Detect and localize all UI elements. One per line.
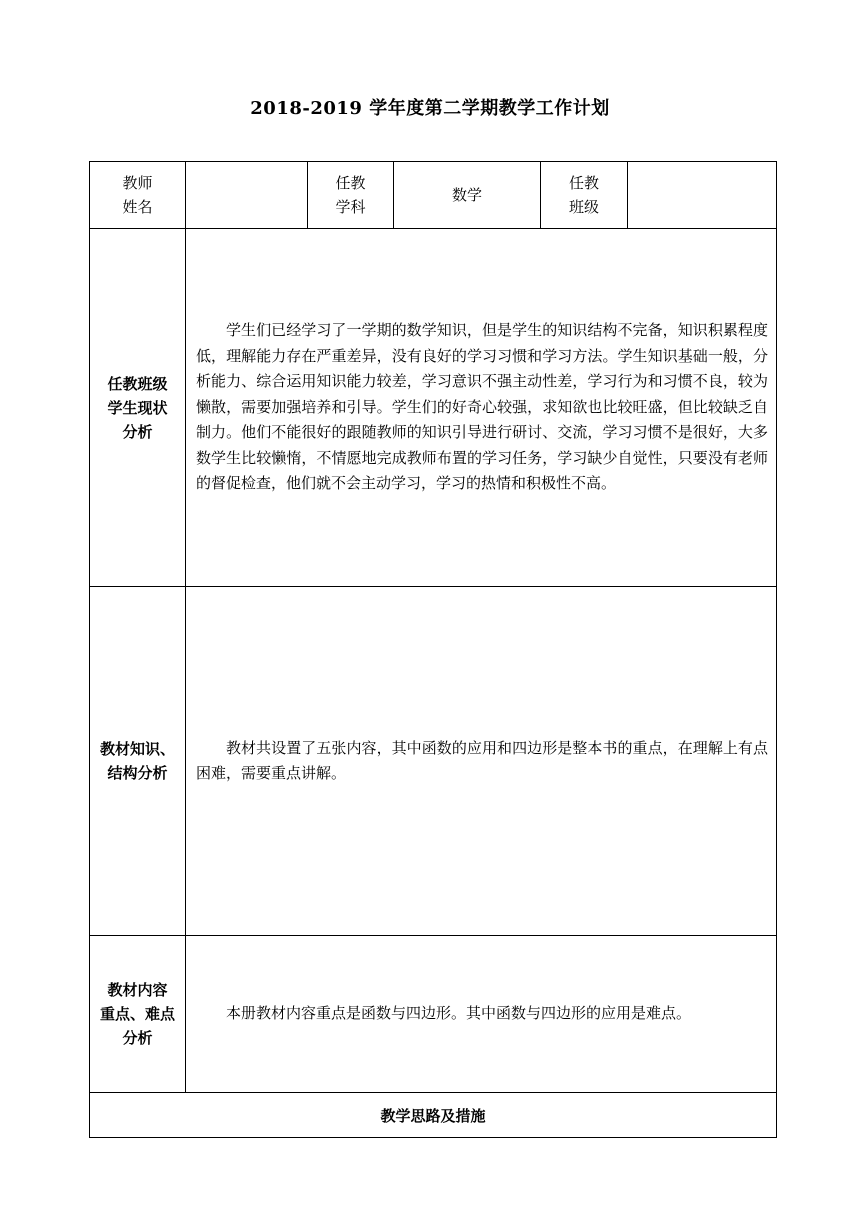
work-plan-table: [89, 161, 777, 1138]
textbook-structure-row: [90, 587, 777, 936]
student-analysis-row: [90, 229, 777, 587]
key-points-label: 教材内容 重点、难点 分析: [90, 936, 186, 1093]
subject-value: 数学: [394, 162, 541, 229]
teacher-name-value: [186, 162, 308, 229]
page-title: 2018-2019 学年度第二学期教学工作计划: [250, 98, 610, 119]
textbook-structure-label: 教材知识、 结构分析: [90, 587, 186, 936]
teaching-measures-heading: 教学思路及措施: [90, 1093, 777, 1138]
textbook-structure-content: 教材共设置了五张内容，其中函数的应用和四边形是整本书的重点，在理解上有点困难，需要重点讲解。: [186, 587, 777, 936]
class-value: [628, 162, 777, 229]
student-analysis-label: 任教班级 学生现状 分析: [90, 229, 186, 587]
teaching-measures-row: [90, 1093, 777, 1138]
key-points-row: [90, 936, 777, 1093]
key-points-content: 本册教材内容重点是函数与四边形。其中函数与四边形的应用是难点。: [186, 936, 777, 1093]
header-row: [90, 162, 777, 229]
teacher-name-label: 教师 姓名: [90, 162, 186, 229]
class-label: 任教 班级: [541, 162, 628, 229]
subject-label: 任教 学科: [308, 162, 394, 229]
student-analysis-content: 学生们已经学习了一学期的数学知识，但是学生的知识结构不完备，知识积累程度低，理解能力存在严重差异，没有良好的学习习惯和学习方法。学生知识基础一般，分析能力、综合运用知识能力较差，学习意识不强主动性差，学习行为和习惯不良，较为懒散，需要加强培养和引导。学生们的好奇心较强，求知欲也比较旺盛，但比较缺乏自制力。他们不能很好的跟随教师的知识引导进行研讨、交流，学习习惯不是很好，大多数学生比较懒惰，不情愿地完成教师布置的学习任务，学习缺少自觉性，只要没有老师的督促检查，他们就不会主动学习，学习的热情和积极性不高。: [186, 229, 777, 587]
